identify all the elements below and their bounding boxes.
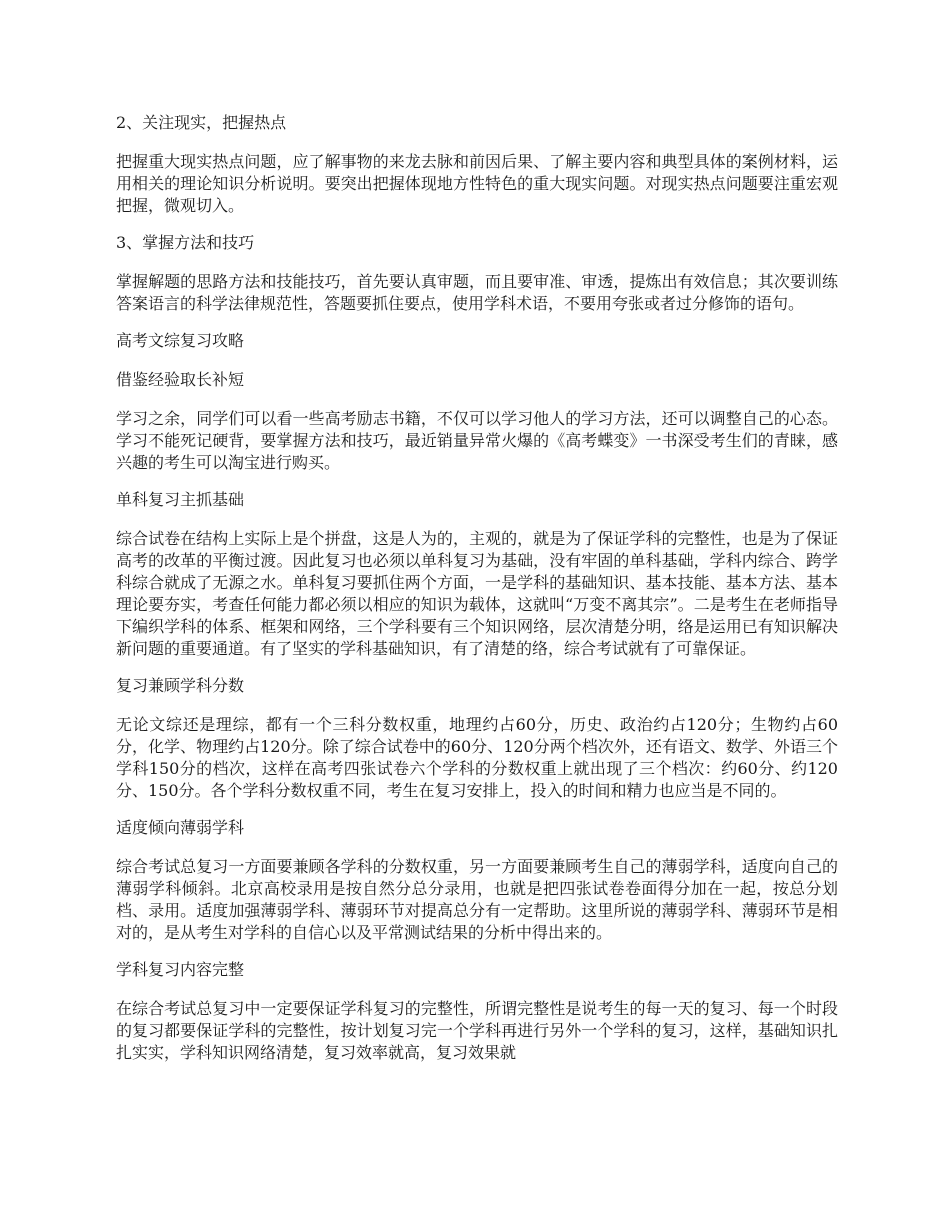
section-heading-review-strategy: 高考文综复习攻略 bbox=[116, 331, 245, 350]
section-heading-subject-scores: 复习兼顾学科分数 bbox=[116, 676, 245, 695]
document-page bbox=[116, 112, 838, 1079]
paragraph-hot-topics: 把握重大现实热点问题，应了解事物的来龙去脉和前因后果、了解主要内容和典型具体的案例材料，运用相关的理论知识分析说明。要突出把握体现地方性特色的重大现实问题。对现实热点问题要注重宏观把握，微观切入。 bbox=[116, 152, 838, 215]
section-heading-methods-skills: 3、掌握方法和技巧 bbox=[116, 233, 255, 252]
section-heading-weak-subjects: 适度倾向薄弱学科 bbox=[116, 818, 245, 837]
paragraph-single-subject: 综合试卷在结构上实际上是个拼盘，这是人为的，主观的，就是为了保证学科的完整性，也是为了保证高考的改革的平衡过渡。因此复习也必须以单科复习为基础，没有牢固的单科基础，学科内综合、跨学科综合就成了无源之水。单科复习要抓住两个方面，一是学科的基础知识、基本技能、基本方法、基本理论要夯实，考查任何能力都必须以相应的知识为载体，这就叫“万变不离其宗”。二是考生在老师指导下编织学科的体系、框架和网络，三个学科要有三个知识网络，层次清楚分明，络是运用已有知识解决新问题的重要通道。有了坚实的学科基础知识，有了清楚的络，综合考试就有了可靠保证。 bbox=[116, 529, 838, 658]
paragraph-score-weights: 无论文综还是理综，都有一个三科分数权重，地理约占60分，历史、政治约占120分；生物约占60分，化学、物理约占120分。除了综合试卷中的60分、120分两个档次外，还有语文、数学、外语三个学科150分的档次，这样在高考四张试卷六个学科的分数权重上就出现了三个档次：约60分、约120分、150分。各个学科分数权重不同，考生在复习安排上，投入的时间和精力也应当是不同的。 bbox=[116, 715, 838, 800]
section-heading-complete-content: 学科复习内容完整 bbox=[116, 960, 245, 979]
section-heading-single-subject-basics: 单科复习主抓基础 bbox=[116, 490, 245, 509]
paragraph-weak-subjects: 综合考试总复习一方面要兼顾各学科的分数权重，另一方面要兼顾考生自己的薄弱学科，适度向自己的薄弱学科倾斜。北京高校录用是按自然分总分录用，也就是把四张试卷卷面得分加在一起，按总分划档、录用。适度加强薄弱学科、薄弱环节对提高总分有一定帮助。这里所说的薄弱学科、薄弱环节是相对的，是从考生对学科的自信心以及平常测试结果的分析中得出来的。 bbox=[116, 857, 838, 942]
paragraph-learning-books: 学习之余，同学们可以看一些高考励志书籍，不仅可以学习他人的学习方法，还可以调整自己的心态。学习不能死记硬背，要掌握方法和技巧，最近销量异常火爆的《高考蝶变》一书深受考生们的青睐，感兴趣的考生可以淘宝进行购买。 bbox=[116, 409, 838, 472]
paragraph-complete-review: 在综合考试总复习中一定要保证学科复习的完整性，所谓完整性是说考生的每一天的复习、每一个时段的复习都要保证学科的完整性，按计划复习完一个学科再进行另外一个学科的复习，这样，基础知识扎扎实实，学科知识网络清楚，复习效率就高，复习效果就 bbox=[116, 999, 838, 1062]
paragraph-problem-solving: 掌握解题的思路方法和技能技巧，首先要认真审题，而且要审准、审透，提炼出有效信息；其次要训练答案语言的科学法律规范性，答题要抓住要点，使用学科术语，不要用夸张或者过分修饰的语句。 bbox=[116, 272, 838, 313]
section-heading-learn-from-experience: 借鉴经验取长补短 bbox=[116, 370, 245, 389]
section-heading-focus-reality: 2、关注现实，把握热点 bbox=[116, 113, 287, 132]
